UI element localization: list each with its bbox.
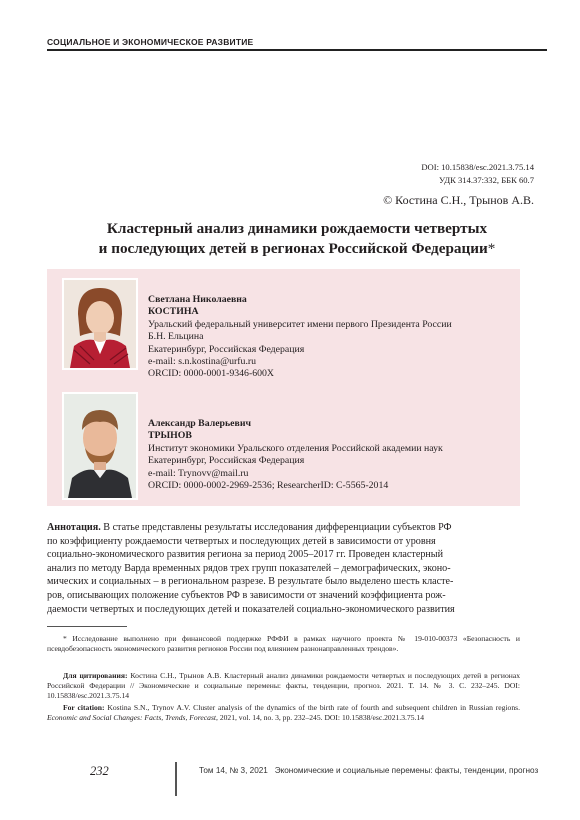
section-header: СОЦИАЛЬНОЕ И ЭКОНОМИЧЕСКОЕ РАЗВИТИЕ: [47, 37, 254, 47]
author-photo-trynov: [62, 392, 138, 500]
footnote-funding: * Исследование выполнено при финансовой поддержке РФФИ в рамках научного проекта № 19-010-00373 «Безопасность и псевдобезопасность экономического развития регионов России под влиянием разнонаправленных трендов».: [47, 634, 520, 654]
author-first-names: Светлана Николаевна: [148, 294, 247, 305]
title-line-1: Кластерный анализ динамики рождаемости четвертых: [106, 220, 488, 237]
footer-journal: Экономические и социальные перемены: факты, тенденции, прогноз: [274, 766, 539, 775]
footer-issue: Том 14, № 3, 2021: [199, 766, 268, 775]
citation-en: [47, 703, 520, 723]
author-affiliation-cont: Б.Н. Ельцина: [148, 331, 204, 343]
abstract-line-2: по коэффициенту рождаемости четвертых и последующих детей в зависимости от уровня: [47, 535, 436, 547]
udk: УДК 314.37:332, ББК 60.7: [439, 175, 534, 185]
header-rule: [47, 49, 547, 51]
author-trynov: [148, 418, 443, 492]
author-ids[interactable]: ORCID: 0000-0001-9346-600X: [148, 368, 274, 380]
abstract-line-7: даемости четвертых и последующих детей и показателей социально-экономического развития: [47, 603, 455, 615]
abstract-line-3: социально-экономического развития региона за период 2005–2017 гг. Проведен кластерный: [47, 549, 444, 561]
footer-info: [199, 766, 538, 775]
author-first-names: Александр Валерьевич: [148, 418, 251, 429]
title-footnote-mark: *: [487, 240, 496, 257]
author-kostina: [148, 294, 452, 381]
citation-ru-text: Костина С.Н., Трынов А.В. Кластерный анализ динамики рождаемости четвертых и последующих детей в регионах Российской Федерации // Экономические и социальные перемены: факты, тенденции, прогноз. 2021. Т. 14. № 3. С. 232–245. DOI: 10.15838/esc.2021.3.75.14: [47, 671, 520, 701]
page-number: 232: [90, 764, 109, 778]
citation-en-tail: , 2021, vol. 14, no. 3, pp. 232–245. DOI: 10.15838/esc.2021.3.75.14: [216, 713, 424, 723]
citation-ru: [47, 671, 520, 702]
author-city: Екатеринбург, Российская Федерация: [148, 455, 305, 467]
citation-ru-label: Для цитирования:: [63, 671, 128, 680]
portrait-1-image: [64, 280, 136, 368]
author-surname: КОСТИНА: [148, 306, 199, 318]
title-line-2: и последующих детей в регионах Российской Федерации: [98, 240, 488, 257]
abstract-line-5: мических и социальных – в региональном разрезе. В результате было выделено шесть класте-: [47, 576, 454, 588]
abstract: [47, 521, 520, 616]
article-title: [47, 219, 547, 259]
footnote-rule: [47, 626, 127, 627]
author-surname: ТРЫНОВ: [148, 430, 192, 442]
author-city: Екатеринбург, Российская Федерация: [148, 343, 305, 355]
copyright: © Костина С.Н., Трынов А.В.: [383, 193, 534, 207]
abstract-line-1: В статье представлены результаты исследования дифференциации субъектов РФ: [100, 522, 452, 533]
portrait-2-image: [64, 394, 136, 498]
author-affiliation: Институт экономики Уральского отделения Российской академии наук: [148, 442, 443, 454]
author-affiliation: Уральский федеральный университет имени первого Президента России: [148, 318, 452, 330]
citation-en-label: For citation:: [63, 703, 105, 712]
author-email[interactable]: e-mail: Trynovv@mail.ru: [148, 467, 249, 479]
doi[interactable]: DOI: 10.15838/esc.2021.3.75.14: [421, 162, 534, 172]
citation-en-text: Kostina S.N., Trynov A.V. Cluster analysis of the dynamics of the birth rate of fourth and subsequent children in Russian regions.: [104, 703, 521, 712]
author-ids[interactable]: ORCID: 0000-0002-2969-2536; ResearcherID: C-5565-2014: [148, 480, 389, 492]
author-email[interactable]: e-mail: s.n.kostina@urfu.ru: [148, 356, 257, 368]
citation-en-journal: Economic and Social Changes: Facts, Trends, Forecast: [47, 713, 217, 723]
abstract-label: Аннотация.: [47, 522, 101, 533]
abstract-line-6: ров, описывающих положение субъектов РФ в зависимости от значений коэффициента рож-: [47, 589, 446, 601]
author-photo-kostina: [62, 278, 138, 370]
abstract-line-4: анализ по методу Варда временных рядов трех групп показателей – демографических, эконо-: [47, 562, 451, 574]
footer-divider: [175, 762, 177, 796]
